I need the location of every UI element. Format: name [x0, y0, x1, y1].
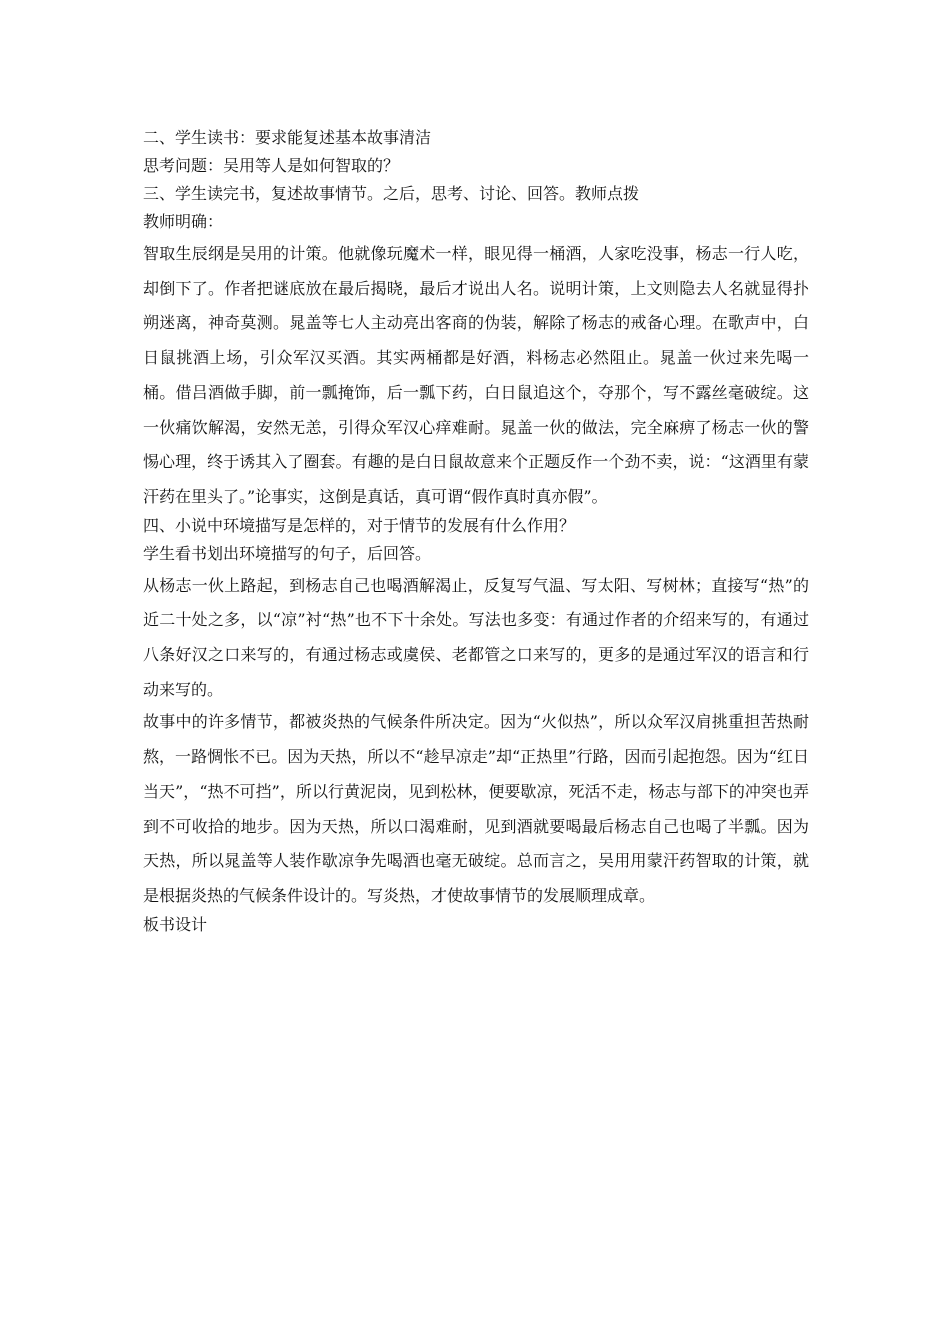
student-instruction-line: 学生看书划出环境描写的句子，后回答。: [143, 543, 432, 563]
paragraph-environment: 从杨志一伙上路起，到杨志自己也喝酒解渴止，反复写气温、写太阳、写树林；直接写“热”的近二十处之多，以“凉”衬“热”也不下十余处。写法也多变：有通过作者的介绍来写的，有通过八条好汉之口来写的，有通过杨志或虞侯、老都管之口来写的，更多的是通过军汉的语言和行动来写的。: [143, 575, 809, 699]
question-line: 思考问题：吴用等人是如何智取的？: [143, 156, 400, 175]
section-heading-2: 二、学生读书：要求能复述基本故事清洁: [143, 128, 432, 147]
board-design-heading: 板书设计: [143, 914, 208, 934]
paragraph-plot-heat: 故事中的许多情节，都被炎热的气候条件所决定。因为“火似热”，所以众军汉肩挑重担苦热耐熬，一路惆怅不已。因为天热，所以不“趁早凉走”却“正热里”行路，因而引起抱怨。因为“红日当天”，“热不可挡”，所以行黄泥岗，见到松林，便要歇凉，死活不走，杨志与部下的冲突也弄到不可收拾的地步。因为天热，所以口渴难耐，见到酒就要喝最后杨志自己也喝了半瓢。因为天热，所以晁盖等人装作歇凉争先喝酒也毫无破绽。总而言之，吴用用蒙汗药智取的计策，就是根据炎热的气候条件设计的。写炎热，才使故事情节的发展顺理成章。: [143, 712, 809, 905]
document-body: [143, 124, 809, 939]
paragraph-strategy: 智取生辰纲是吴用的计策。他就像玩魔术一样，眼见得一桶酒，人家吃没事，杨志一行人吃，却倒下了。作者把谜底放在最后揭晓，最后才说出人名。说明计策，上文则隐去人名就显得扑朔迷离，神奇莫测。晁盖等七人主动亮出客商的伪装，解除了杨志的戒备心理。在歌声中，白日鼠挑酒上场，引众军汉买酒。其实两桶都是好酒，料杨志必然阻止。晁盖一伙过来先喝一桶。借吕酒做手脚，前一瓢掩饰，后一瓢下药，白日鼠追这个，夺那个，写不露丝毫破绽。这一伙痛饮解渴，安然无恙，引得众军汉心痒难耐。晁盖一伙的做法，完全麻痹了杨志一伙的警惕心理，终于诱其入了圈套。有趣的是白日鼠故意来个正题反作一个劲不卖，说：“这酒里有蒙汗药在里头了。”论事实，这倒是真话，真可谓“假作真时真亦假”。: [143, 244, 809, 506]
teacher-clarify-label: 教师明确：: [143, 212, 224, 231]
section-heading-3: 三、学生读完书，复述故事情节。之后，思考、讨论、回答。教师点拨: [143, 184, 640, 203]
section-heading-4: 四、小说中环境描写是怎样的，对于情节的发展有什么作用？: [143, 515, 576, 535]
